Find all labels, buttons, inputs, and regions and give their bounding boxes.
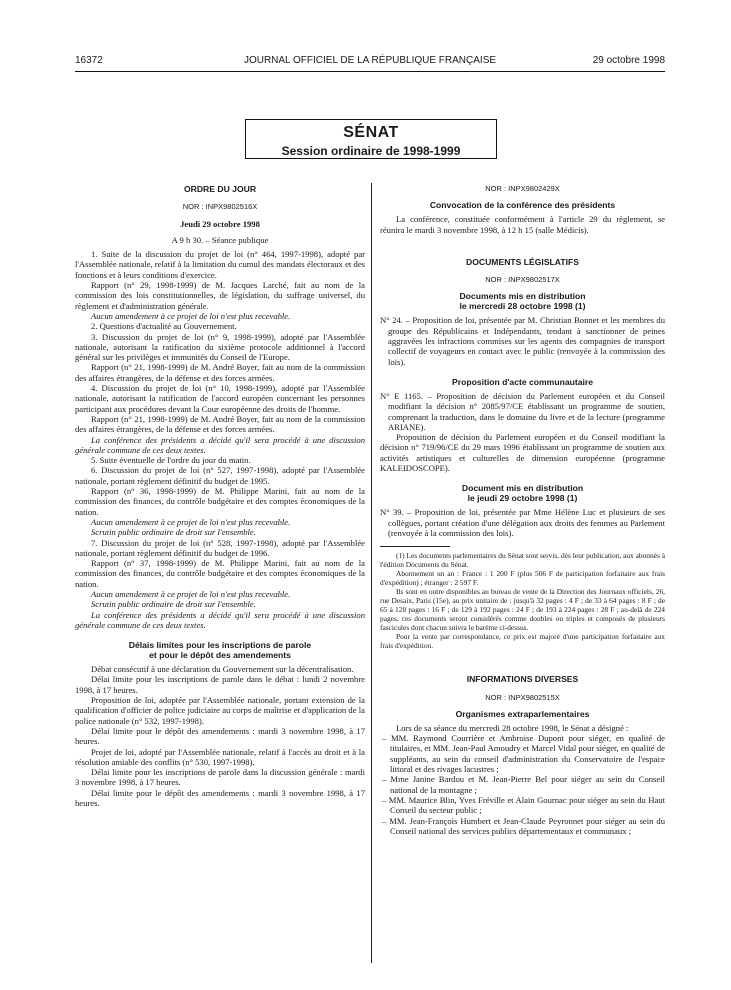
right-column [380,180,665,836]
ordre-du-jour-heading: ORDRE DU JOUR [183,184,257,194]
nor-reference: NOR : INPX9802517X [485,275,560,285]
page-number: 16372 [75,55,103,66]
agenda-paragraph: Rapport (n° 21, 1998-1999) de M. André Boyer, fait au nom de la commission des affaires étrangères, de la défense et des forces armées. [75,413,365,435]
delais-paragraph: Proposition de loi, adoptée par l'Assemblée nationale, portant extension de la qualification d'officier de police judiciaire au corps de maîtrise et d'application de la police nationale (n° 532, 1997-1998). [75,695,365,726]
delais-heading-line: Délais limites pour les inscriptions de parole [128,640,312,651]
agenda-paragraph: 5. Suite éventuelle de l'ordre du jour du matin. [91,455,251,466]
distribution-heading-line: le jeudi 29 octobre 1998 (1) [467,493,578,504]
banner-subtitle: Session ordinaire de 1998-1999 [281,144,461,158]
distribution-heading-line: Document mis en distribution [461,483,584,494]
agenda-paragraph: Rapport (n° 29, 1998-1999) de M. Jacques Larché, fait au nom de la commission des lois constitutionnelles, de législation, du suffrage universel, du règlement et d'administration générale. [75,280,365,311]
footnote: Ils sont en outre disponibles au bureau de vente de la Direction des Journaux officiels, 26, rue Desaix, Paris (15e), au prix unitaire de : jusqu'à 32 pages : 4 F ; de 33 à 64 pages : 8 F ; de 65 à 128 pages : 16 F ; de 129 à 192 pages : 24 F ; de 193 à 224 pages : 28 F ; au-delà de 224 pages, ces documents seront considérés comme doubles ou triples et composés de plusieurs fascicules dont chacun suivra le barème ci-dessus. [380,587,665,633]
proposition-heading: Proposition d'acte communautaire [452,376,593,387]
nor-reference: NOR : INPX9802515X [485,692,560,702]
conference-text: La conférence, constituée conformément à l'article 29 du règlement, se réunira le mardi 3 novembre 1998, à 12 h 15 (salle Médicis). [380,214,665,235]
organismes-intro: Lors de sa séance du mercredi 28 octobre 1998, le Sénat a désigné : [396,722,629,733]
agenda-paragraph: 3. Discussion du projet de loi (n° 9, 1998-1999), adopté par l'Assemblée nationale, autorisant la ratification du sixième protocole additionnel à l'accord général sur les privilèges et immunités du Conseil de l'Europe. [75,331,365,363]
agenda-paragraph: 1. Suite de la discussion du projet de loi (n° 464, 1997-1998), adopté par l'Assemblée nationale, relatif à la limitation du cumul des mandats électoraux et des fonctions et à leurs conditions d'exercice. [75,249,365,280]
agenda-note: Aucun amendement à ce projet de loi n'est plus recevable. [91,516,291,527]
organismes-item: – MM. Jean-François Humbert et Jean-Claude Peyronnet pour siéger au sein du Conseil national des services publics départementaux et communaux ; [382,815,665,836]
distribution-heading-line: le mercredi 28 octobre 1998 (1) [459,301,586,312]
left-column [75,180,365,808]
nor-reference: NOR : INPX9802429X [485,184,560,193]
nor-reference: NOR : INPX9802516X [182,202,258,212]
agenda-note: La conférence des présidents a décidé qu'il sera procédé à une discussion générale commune de ces deux textes. [75,609,365,630]
session-hour: A 9 h 30. – Séance publique [171,234,269,245]
delais-paragraph: Délai limite pour le dépôt des amendements : mardi 3 novembre 1998, à 17 heures. [75,787,365,809]
journal-title: JOURNAL OFFICIEL DE LA RÉPUBLIQUE FRANÇAISE [243,55,497,66]
delais-paragraph: Projet de loi, adopté par l'Assemblée nationale, relatif à l'accès au droit et à la résolution amiable des conflits (n° 530, 1997-1998). [75,746,365,767]
agenda-paragraph: Rapport (n° 37, 1998-1999) de M. Philippe Marini, fait au nom de la commission des finances, du contrôle budgétaire et des comptes économiques de la nation. [75,558,365,589]
informations-heading: INFORMATIONS DIVERSES [466,674,579,685]
footnote: (1) Les documents parlementaires du Sénat sont servis, dès leur publication, aux abonnés à l'édition Documents du Sénat. [380,551,665,570]
organismes-item: – MM. Raymond Courrière et Ambroise Dupont pour siéger, en qualité de titulaires, et MM. Jean-Paul Amoudry et Marcel Vidal pour siéger, en qualité de suppléants, au sein du conseil d'administration du Conservatoire de l'espace littoral et des rivages lacustres ; [382,733,665,775]
session-date: Jeudi 29 octobre 1998 [180,218,260,229]
delais-heading-line: et pour le dépôt des amendements [149,650,291,661]
agenda-note: Scrutin public ordinaire de droit sur l'ensemble. [91,599,256,610]
delais-heading [75,640,365,660]
page-header [75,55,665,71]
organismes-item: – MM. Maurice Blin, Yves Fréville et Alain Gournac pour siéger au sein du Haut Conseil du secteur public ; [382,794,665,816]
distribution-heading [380,483,665,503]
column-divider [371,183,372,963]
organismes-heading: Organismes extraparlementaires [455,708,590,719]
footnote: Abonnement un an : France : 1 200 F (plus 506 F de participation forfaitaire aux frais d'expédition) ; étranger : 2 597 F. [380,569,665,588]
documents-heading: DOCUMENTS LÉGISLATIFS [466,256,579,267]
organismes-item: – Mme Janine Bardou et M. Jean-Pierre Bel pour siéger au sein du Conseil national de la montagne ; [382,774,665,795]
agenda-paragraph: Rapport (n° 36, 1998-1999) de M. Philippe Marini, fait au nom de la commission des finances, du contrôle budgétaire et des comptes économiques de la nation. [75,486,365,517]
distribution-heading-line: Documents mis en distribution [459,291,586,302]
banner-title: SÉNAT [343,124,399,141]
footnote: Pour la vente par correspondance, ce prix est majoré d'une participation forfaitaire aux frais d'expédition. [380,632,665,651]
document-item: N° E 1165. – Proposition de décision du Parlement européen et du Conseil modifiant la décision n° 2085/97/CE établissant un programme de soutien, comprenant la traduction, dans le domaine du livre et de la lecture (programme ARIANE). [380,390,665,432]
document-item: N° 24. – Proposition de loi, présentée par M. Christian Bonnet et les membres du groupe des Républicains et Indépendants, tendant à sanctionner de peines aggravées les infractions commises sur les agents des compagnies de transport collectif de voyageurs en contact avec le public (renvoyée à la commission des lois). [380,315,665,367]
agenda-paragraph: Rapport (n° 21, 1998-1999) de M. André Boyer, fait au nom de la commission des affaires étrangères, de la défense et des forces armées. [75,362,365,383]
footnote-rule [380,546,450,547]
senat-banner [245,119,497,159]
header-rule [75,71,665,72]
agenda-paragraph: 2. Questions d'actualité au Gouvernement. [91,321,237,332]
document-item-continued: Proposition de décision du Parlement européen et du Conseil modifiant la décision n° 719/96/CE du 29 mars 1996 établissant un programme de soutien aux activités artistiques et culturelles de dimension européenne (programme KALEIDOSCOPE). [380,432,665,474]
agenda-note: Aucun amendement à ce projet de loi n'est plus recevable. [91,310,291,321]
agenda-note: La conférence des présidents a décidé qu'il sera procédé à une discussion générale commune de ces deux textes. [75,434,365,455]
agenda-paragraph: 6. Discussion du projet de loi (n° 527, 1997-1998), adopté par l'Assemblée nationale, portant règlement définitif du budget de 1995. [75,465,365,486]
conference-heading: Convocation de la conférence des présidents [429,200,616,211]
delais-paragraph: Débat consécutif à une déclaration du Gouvernement sur la décentralisation. [91,664,354,675]
delais-paragraph: Délai limite pour les inscriptions de parole dans la discussion générale : mardi 3 novembre 1998, à 17 heures. [75,767,365,788]
agenda-paragraph: 7. Discussion du projet de loi (n° 528, 1997-1998), adopté par l'Assemblée nationale, portant règlement définitif du budget de 1996. [75,537,365,558]
delais-paragraph: Délai limite pour le dépôt des amendements : mardi 3 novembre 1998, à 17 heures. [75,725,365,747]
distribution-heading [380,291,665,311]
header-date: 29 octobre 1998 [592,55,665,66]
agenda-note: Scrutin public ordinaire de droit sur l'ensemble. [91,527,256,538]
document-item: N° 39. – Proposition de loi, présentée par Mme Hélène Luc et plusieurs de ses collègues, portant création d'une délégation aux droits des femmes au Parlement (renvoyée à la commission des lois). [380,507,665,538]
agenda-note: Aucun amendement à ce projet de loi n'est plus recevable. [91,588,291,599]
agenda-paragraph: 4. Discussion du projet de loi (n° 10, 1998-1999), adopté par l'Assemblée nationale, autorisant la ratification de l'accord européen concernant les personnes participant aux procédures devant la Cour européenne des droits de l'homme. [75,383,365,414]
delais-paragraph: Délai limite pour les inscriptions de parole dans le débat : lundi 2 novembre 1998, à 17 heures. [75,674,365,695]
